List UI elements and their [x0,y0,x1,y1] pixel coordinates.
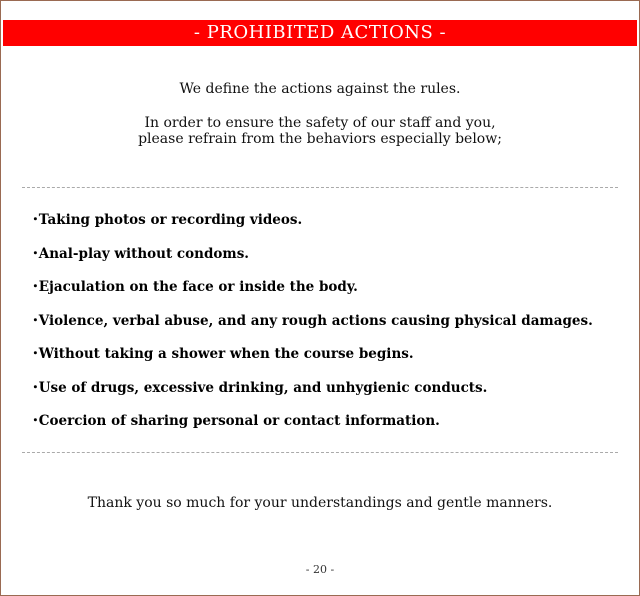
intro-line-3: please refrain from the behaviors especially below; [138,131,502,147]
intro-line-2: In order to ensure the safety of our staff and you, [144,115,496,131]
closing-message: Thank you so much for your understandings and gentle manners. [87,495,553,511]
rule-item-drugs: ･Use of drugs, excessive drinking, and unhygienic conducts. [32,379,488,396]
rule-item-condoms: ･Anal-play without condoms. [32,245,250,262]
section-title-banner: - PROHIBITED ACTIONS - [3,20,637,46]
rule-item-violence: ･Violence, verbal abuse, and any rough actions causing physical damages. [32,312,593,329]
rule-item-shower: ･Without taking a shower when the course begins. [32,346,414,362]
rule-item-photos: ･Taking photos or recording videos. [32,212,303,228]
rule-item-personal-info: ･Coercion of sharing personal or contact information. [32,413,440,429]
intro-line-1: We define the actions against the rules. [179,81,461,97]
top-divider [22,187,618,188]
rule-item-ejaculation: ･Ejaculation on the face or inside the body. [32,279,358,295]
bottom-divider [22,452,618,453]
prohibited-actions-list [32,209,593,444]
page-number: - 20 - [305,563,335,576]
